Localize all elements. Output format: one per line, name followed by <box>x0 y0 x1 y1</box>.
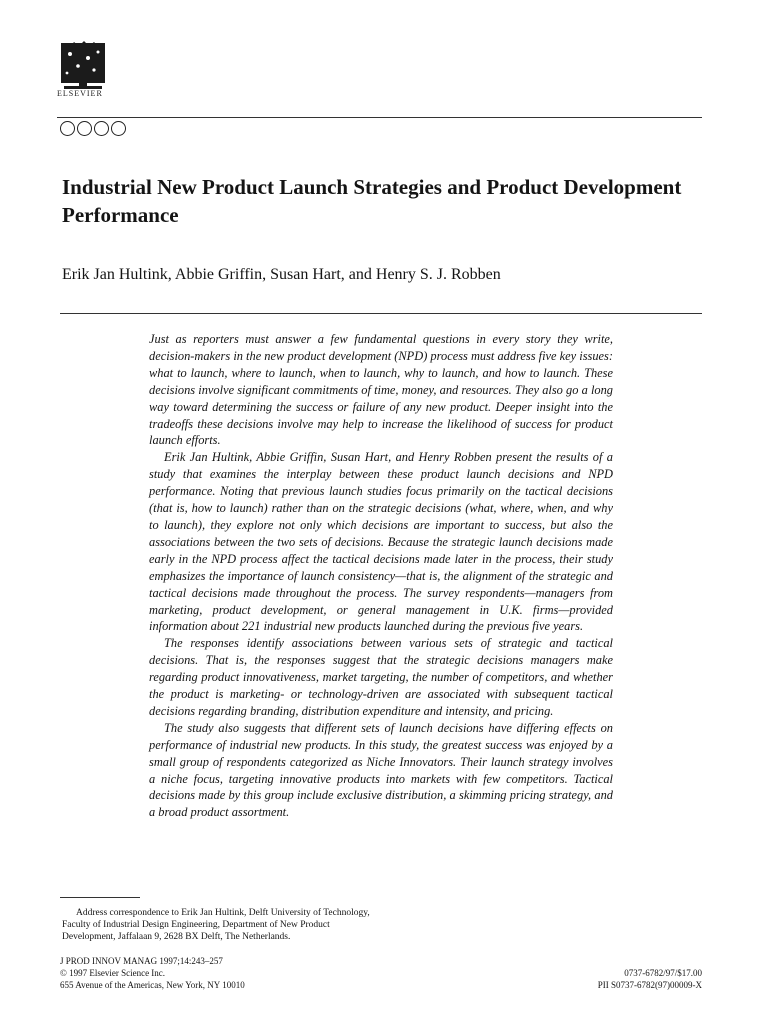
abstract-paragraph-2: Erik Jan Hultink, Abbie Griffin, Susan Hart, and Henry Robben present the results of a study that examines the interplay between these product launch decisions and NPD performance. Noting that previous launch studies focus primarily on the tactical decisions (that is, how to launch) rather than on the strategic decisions (what, where, when, and why to launch), they explore not only which decisions are important to success, but also the associations between the two sets of decisions. Because the strategic launch decisions made early in the NPD process affect the tactical decisions made later in the process, their study emphasizes the importance of launch consistency—that is, the alignment of the strategic and tactical decisions made throughout the process. The survey respondents—managers from marketing, product development, or general management in U.K. firms—provided information about 221 industrial new products launched during the previous five years. <box>149 450 613 634</box>
article-codes <box>598 967 702 991</box>
journal-reference: J PROD INNOV MANAG 1997;14:243–257 <box>60 956 223 966</box>
abstract-paragraph-3: The responses identify associations between various sets of strategic and tactical decisions. That is, the responses suggest that the strategic decisions managers make regarding product innovativeness, market targeting, the number of competitors, and whether the product is marketing- or technology-driven are associated with subsequent tactical decisions regarding branding, distribution expenditure and intensity, and pricing. <box>149 636 613 718</box>
header-circle-marks <box>60 121 126 136</box>
article-authors: Erik Jan Hultink, Abbie Griffin, Susan Hart, and Henry S. J. Robben <box>62 266 501 283</box>
abstract-paragraph-4: The study also suggests that different sets of launch decisions have differing effects on performance of industrial new products. In this study, the greatest success was enjoyed by a small group of respondents categorized as Niche Innovators. Their launch strategy involves a niche focus, targeting innovative products into markets with few competitors. Tactical decisions made by this group include exclusive distribution, a skimming pricing strategy, and a broad product assortment. <box>149 720 613 820</box>
section-rule <box>60 313 702 314</box>
circle-mark <box>94 121 109 136</box>
footnote-rule <box>60 897 140 898</box>
elsevier-tree-logo <box>58 40 108 96</box>
header-rule <box>57 117 702 118</box>
article-title: Industrial New Product Launch Strategies and Product Development Performance <box>62 175 682 227</box>
abstract <box>149 331 613 821</box>
publisher-name: ELSEVIER <box>57 89 103 98</box>
correspondence-footnote: Address correspondence to Erik Jan Hultink, Delft University of Technology, Faculty of Industrial Design Engineering, Department of New Product Development, Jaffalaan 9, 2628 BX Delft, The Netherlands. <box>62 908 370 942</box>
circle-mark <box>77 121 92 136</box>
journal-info <box>60 955 245 991</box>
copyright-line: © 1997 Elsevier Science Inc. <box>60 968 166 978</box>
price-code: 0737-6782/97/$17.00 <box>624 968 702 978</box>
circle-mark <box>111 121 126 136</box>
circle-mark <box>60 121 75 136</box>
publisher-address: 655 Avenue of the Americas, New York, NY 10010 <box>60 980 245 990</box>
abstract-paragraph-1: Just as reporters must answer a few fundamental questions in every story they write, decision-makers in the new product development (NPD) process must address five key issues: what to launch, where to launch, when to launch, why to launch, and how to launch. These decisions involve significant commitments of time, money, and resources. They also go a long way toward determining the success or failure of any new product. Deeper insight into the tradeoffs these decisions involve may help to increase the likelihood of success for product launch efforts. <box>149 332 613 448</box>
pii-code: PII S0737-6782(97)00009-X <box>597 980 702 990</box>
